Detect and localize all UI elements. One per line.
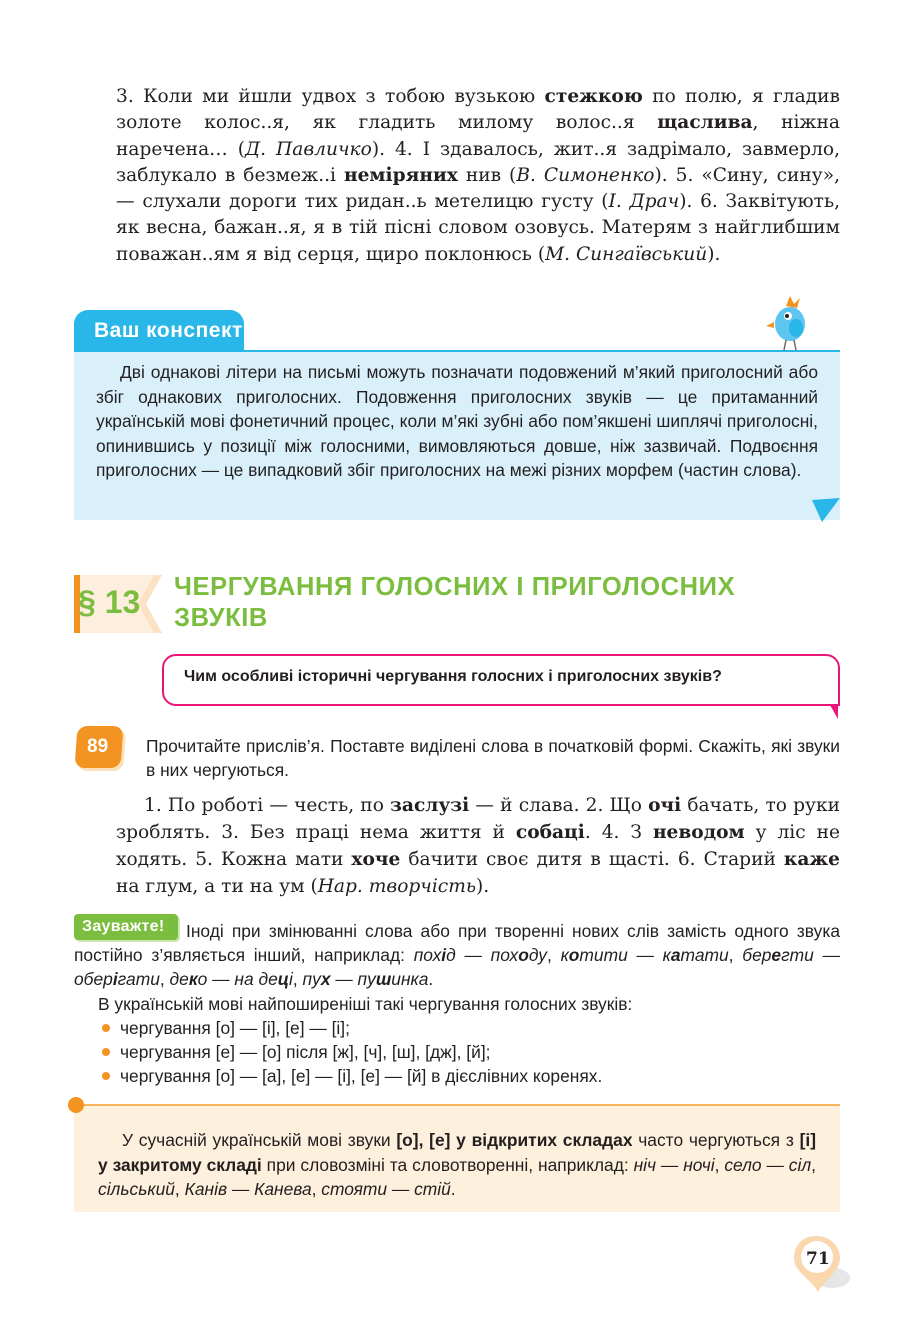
bullet-icon	[102, 1048, 110, 1056]
corner-triangle-icon	[812, 498, 840, 522]
text-paragraph: 3. Коли ми йшли удвох з тобою вузькою стежкою по полю, я гладив золоте колос..я, як гладить милому волос..я щаслива, ніжна наречена… (Д. Павличко). 4. І здавалось, жит..я задрімало, завмерло, заблукало в безмеж..і неміряних нив (В. Симоненко). 5. «Сину, сину», — слухали дороги тих ридан..ь метелицю густу (І. Драч). 6. Заквітують, як весна, бажан..я, я в тій пісні словом озовусь. Матерям з найглибшим поважан..ям я від серця, щиро поклонюсь (М. Сингаївський).	[116, 86, 841, 265]
highlighted-word: очі	[648, 795, 682, 816]
note-badge: Зауважте!	[74, 914, 178, 940]
highlighted-word: каже	[783, 849, 840, 870]
section-number: § 13	[78, 584, 141, 620]
note-lead: В українській мові найпоширеніші такі чергування голосних звуків:	[98, 994, 633, 1014]
bullet-icon	[102, 1024, 110, 1032]
bird-icon	[764, 294, 812, 352]
section-title: ЧЕРГУВАННЯ ГОЛОСНИХ І ПРИГОЛОСНИХ ЗВУКІВ	[174, 573, 736, 632]
highlighted-word: хоче	[351, 849, 401, 870]
konspekt-text: Дві однакові літери на письмі можуть позначати подовжений м’який приголосний або збіг однакових приголосних. Подовження приголосних звуків — це притаманний українській мові фонетичний процес, коли м’які зубні або пом’якшені шиплячі приголосні, опинившись у позиції між голосними, вимовляються довше, ніж зазвичай. Подвоєння приголосних — це випадковий збіг приголосних на межі різних морфем (частин слова).	[96, 362, 818, 480]
question-corner	[830, 705, 838, 719]
list-item: чергування [о] — [і], [е] — [і];	[98, 1016, 838, 1040]
note-list	[98, 992, 838, 1088]
highlighted-word: заслузі	[390, 795, 470, 816]
konspekt-tab: Ваш конспект	[74, 310, 244, 352]
list-item: чергування [о] — [а], [е] — [і], [е] — [й] в дієслівних коренях.	[98, 1064, 838, 1088]
author-name: І. Драч	[608, 191, 680, 213]
page-number: 71	[806, 1249, 830, 1269]
rule-divider	[74, 1104, 840, 1106]
highlighted-word: неміряних	[343, 164, 458, 186]
rule-dot-icon	[68, 1097, 84, 1113]
highlighted-word: неводом	[652, 822, 745, 843]
konspekt-divider	[244, 350, 840, 352]
exercise-instruction: Прочитайте прислів’я. Поставте виділені слова в початковій формі. Скажіть, які звуки в них чергуються.	[146, 736, 840, 780]
question-text: Чим особливі історичні чергування голосних і приголосних звуків?	[184, 668, 722, 685]
highlighted-word: стежкою	[544, 86, 643, 107]
author-name: Д. Павличко	[245, 138, 372, 160]
highlighted-word: собаці	[515, 822, 585, 843]
exercise-number: 89	[87, 736, 109, 757]
list-item: чергування [е] — [о] після [ж], [ч], [ш], [дж], [й];	[98, 1040, 838, 1064]
author-name: В. Симоненко	[516, 164, 655, 186]
exercise-text: 1. По роботі — честь, по заслузі — й слава. 2. Що очі бачать, то руки зроблять. 3. Без праці нема життя й собаці. 4. З неводом у ліс не ходять. 5. Кожна мати хоче бачити своє дитя в щасті. 6. Старий каже на глум, а ти на ум (Нар. творчість).	[116, 795, 840, 897]
highlighted-word: щаслива	[657, 112, 753, 134]
source-name: Нар. творчість	[317, 876, 476, 897]
note-text: Іноді при змінюванні слова або при творенні нових слів замість одного звука постійно з’являється інший, наприклад: похід — походу, котити — катати, берегти — оберігати, деко — на деці, пух — пушинка.	[74, 921, 840, 989]
rule-text: У сучасній українській мові звуки [о], [е] у відкритих складах часто чергуються з [і] у закритому складі при словозміні та словотворенні, наприклад: ніч — ночі, село — сіл, сільський, Канів — Канева, стояти — стій.	[98, 1130, 816, 1199]
author-name: М. Сингаївський	[545, 243, 708, 265]
bullet-icon	[102, 1072, 110, 1080]
